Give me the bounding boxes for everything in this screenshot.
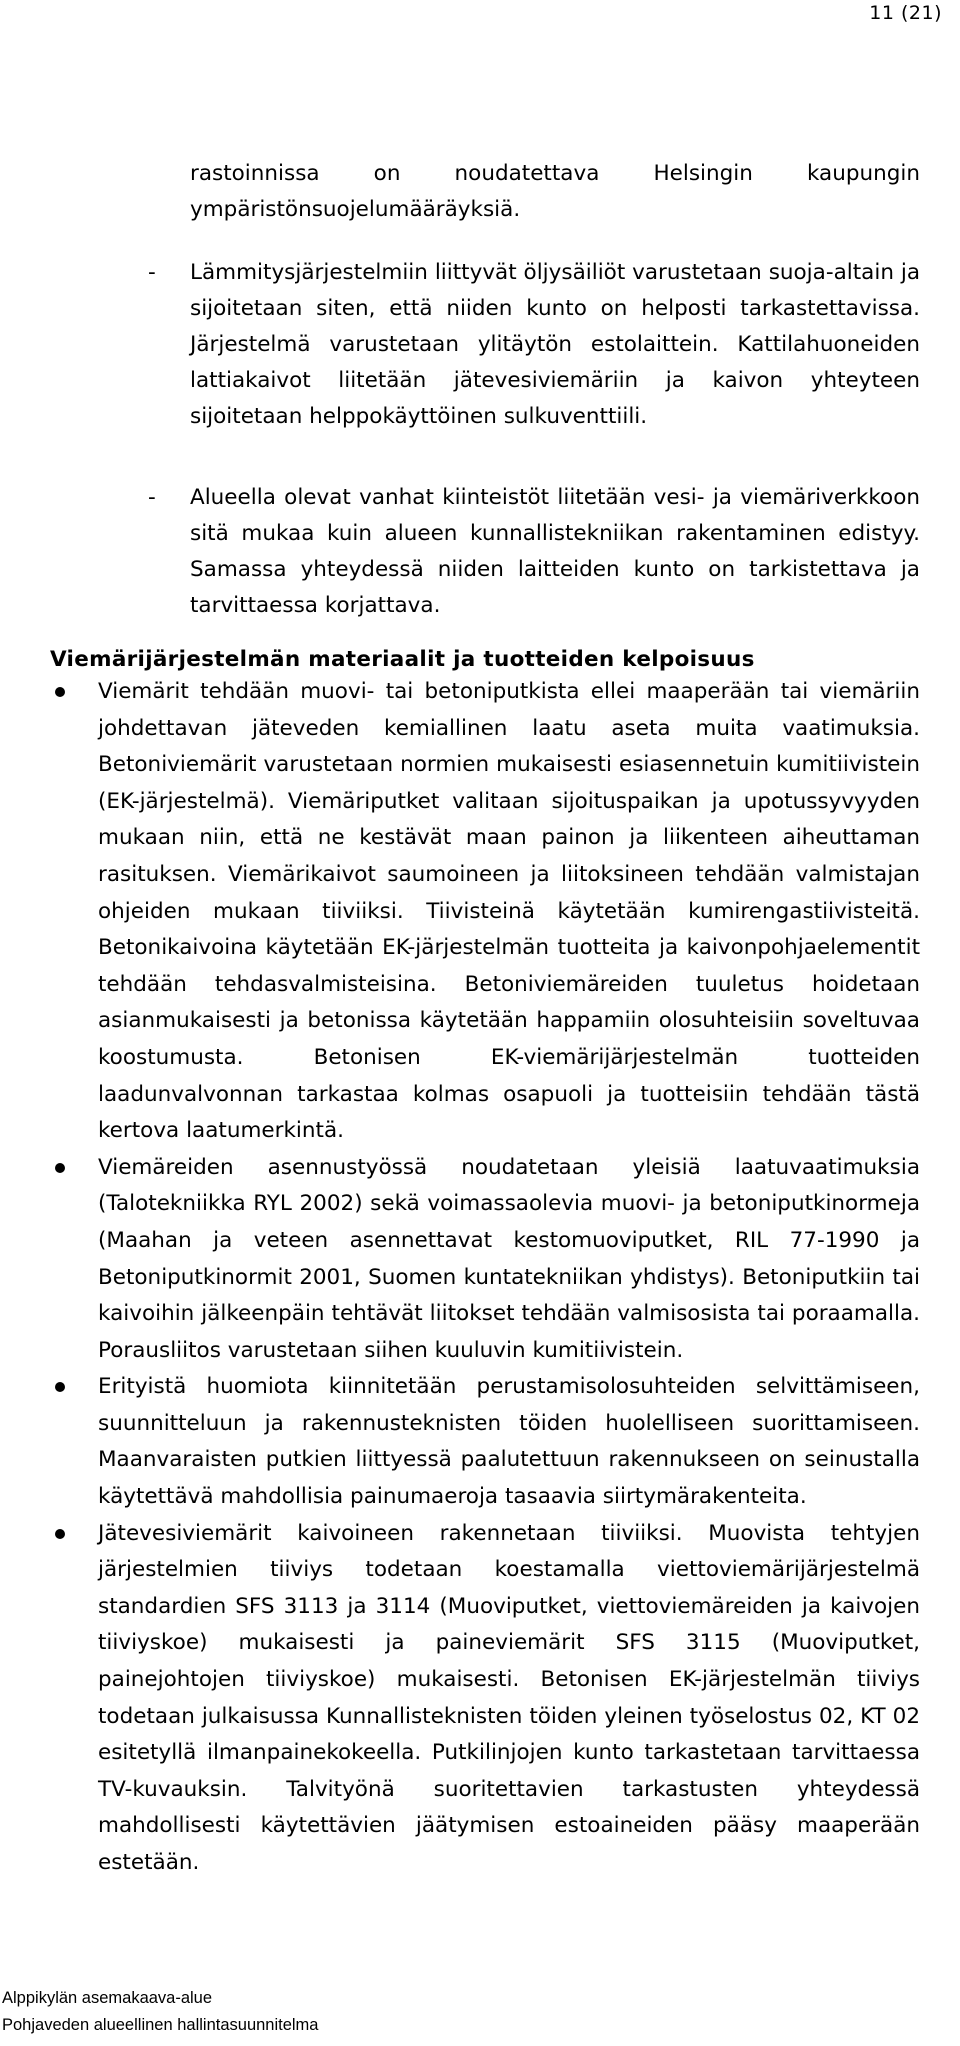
bullet-text: Viemäreiden asennustyössä noudatetaan yleisiä laatuvaatimuksia (Talotekniikka RYL 2002) sekä voimassaolevia muovi- ja betoniputkinormeja (Maahan ja veteen asennettavat kestomuoviputket, RIL 77-1990 ja Betoniputkinormit 2001, Suomen kuntatekniikan yhdistys). Betoniputkiin tai kaivoihin jälkeenpäin tehtävät liitokset tehdään valmisosista tai poraamalla. Porausliitos varustetaan siihen kuuluvin kumitiivistein. bbox=[98, 1154, 920, 1363]
section-heading: Viemärijärjestelmän materiaalit ja tuotteiden kelpoisuus bbox=[50, 647, 755, 672]
footer-line-2: Pohjaveden alueellinen hallintasuunnitelma bbox=[2, 2016, 319, 2034]
dash-item-text: Lämmitysjärjestelmiin liittyvät öljysäiliöt varustetaan suoja-altain ja sijoitetaan siten, että niiden kunto on helposti tarkastettavissa. Järjestelmä varustetaan ylitäytön estolaittein. Kattilahuoneiden lattiakaivot liitetään jätevesiviemäriin ja kaivon yhteyteen sijoitetaan helppokäyttöinen sulkuventtiili. bbox=[190, 260, 920, 429]
bullet-item bbox=[50, 674, 920, 1150]
continuation-paragraph: rastoinnissa on noudatettava Helsingin kaupungin ympäristönsuojelumääräyksiä. bbox=[190, 161, 920, 222]
bullet-text: Viemärit tehdään muovi- tai betoniputkista ellei maaperään tai viemäriin johdettavan jäteveden kemiallinen laatu aseta muita vaatimuksia. Betoniviemärit varustetaan normien mukaisesti esiasennetuin kumitiivistein (EK-järjestelmä). Viemäriputket valitaan sijoituspaikan ja upotussyvyyden mukaan niin, että ne kestävät maan painon ja liikenteen aiheuttaman rasituksen. Viemärikaivot saumoineen ja liitoksineen tehdään valmistajan ohjeiden mukaan tiiviiksi. Tiivisteinä käytetään kumirengastiivisteitä. Betonikaivoina käytetään EK-järjestelmän tuotteita ja kaivonpohjaelementit tehdään tehdasvalmisteisina. Betoniviemäreiden tuuletus hoidetaan asianmukaisesti ja betonissa käytetään happamiin olosuhteisiin soveltuvaa koostumusta. Betonisen EK-viemärijärjestelmän tuotteiden laadunvalvonnan tarkastaa kolmas osapuoli ja tuotteisiin tehdään tästä kertova laatumerkintä. bbox=[98, 679, 920, 1144]
dash-marker: - bbox=[148, 260, 156, 285]
bullet-icon bbox=[55, 1382, 65, 1392]
bullet-icon bbox=[55, 1163, 65, 1173]
page-footer bbox=[2, 1985, 318, 2039]
bullet-list bbox=[50, 674, 920, 1882]
bullet-icon bbox=[55, 687, 65, 697]
bullet-item bbox=[50, 1516, 920, 1882]
bullet-text: Jätevesiviemärit kaivoineen rakennetaan tiiviiksi. Muovista tehtyjen järjestelmien tiiviys todetaan koestamalla viettoviemärijärjestelmä standardien SFS 3113 ja 3114 (Muoviputket, viettoviemäreiden ja kaivojen tiiviyskoe) mukaisesti ja paineviemärit SFS 3115 (Muoviputket, painejohtojen tiiviyskoe) mukaisesti. Betonisen EK-järjestelmän tiiviys todetaan julkaisussa Kunnallisteknisten töiden yleinen työselostus 02, KT 02 esitetyllä ilmanpainekokeella. Putkilinjojen kunto tarkastetaan tarvittaessa TV-kuvauksin. Talvityönä suoritettavien tarkastusten yhteydessä mahdollisesti käytettävien jäätymisen estoaineiden pääsy maaperään estetään. bbox=[98, 1520, 920, 1875]
dash-marker: - bbox=[148, 485, 156, 510]
footer-line-1: Alppikylän asemakaava-alue bbox=[2, 1989, 213, 2007]
dash-list-item bbox=[148, 255, 920, 435]
bullet-item bbox=[50, 1150, 920, 1370]
page-number: 11 (21) bbox=[869, 2, 942, 24]
bullet-item bbox=[50, 1369, 920, 1515]
bullet-text: Erityistä huomiota kiinnitetään perustamisolosuhteiden selvittämiseen, suunnitteluun ja rakennusteknisten töiden huolelliseen suorittamiseen. Maanvaraisten putkien liittyessä paalutettuun rakennukseen on seinustalla käytettävä mahdollisia painumaeroja tasaavia siirtymärakenteita. bbox=[98, 1374, 920, 1510]
bullet-icon bbox=[55, 1529, 65, 1539]
dash-list-item bbox=[148, 480, 920, 624]
dash-item-text: Alueella olevat vanhat kiinteistöt liitetään vesi- ja viemäriverkkoon sitä mukaa kuin alueen kunnallistekniikan rakentaminen edistyy. Samassa yhteydessä niiden laitteiden kunto on tarkistettava ja tarvittaessa korjattava. bbox=[190, 485, 920, 618]
